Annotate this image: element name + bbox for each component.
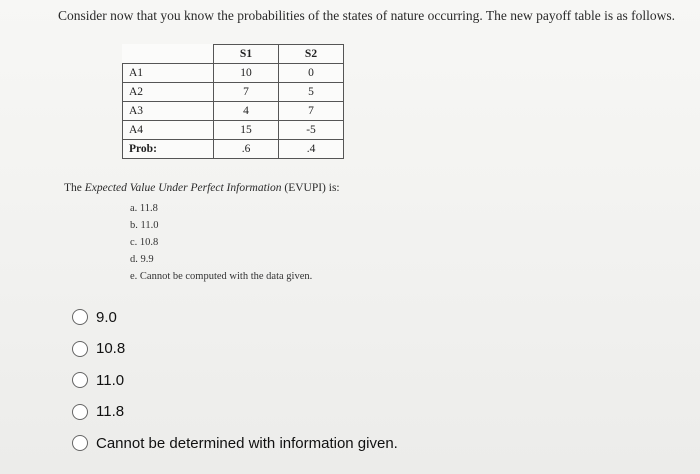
table-cell: 0 (279, 64, 344, 83)
answer-option[interactable] (72, 338, 398, 360)
header-s1: S1 (214, 45, 279, 64)
table-cell: 7 (279, 102, 344, 121)
evupi-suffix: (EVUPI) is: (281, 182, 340, 194)
table-row (123, 121, 344, 140)
table-cell: 10 (214, 64, 279, 83)
question-text: Consider now that you know the probabilities of the states of nature occurring. The new payoff table is as follows. (58, 8, 675, 23)
table-cell: .6 (214, 140, 279, 159)
inline-choice-list (130, 200, 312, 285)
table-cell: .4 (279, 140, 344, 159)
option-label: 11.8 (96, 403, 125, 420)
option-label: 9.0 (96, 308, 117, 326)
answer-options (72, 306, 398, 464)
evupi-italic: Expected Value Under Perfect Information (84, 182, 282, 194)
row-label: A2 (123, 83, 214, 102)
row-label: A4 (123, 121, 214, 140)
option-label: 10.8 (96, 340, 126, 357)
inline-choice: b. 11.0 (130, 220, 159, 231)
radio-button[interactable] (72, 435, 88, 451)
table-row-prob (123, 140, 344, 159)
answer-option[interactable] (72, 432, 398, 454)
answer-option[interactable] (72, 306, 398, 328)
radio-button[interactable] (72, 309, 88, 325)
radio-button[interactable] (72, 341, 88, 357)
table-row (123, 83, 344, 102)
inline-choice: e. Cannot be computed with the data given. (130, 271, 313, 282)
evupi-prefix: The (64, 182, 85, 194)
row-label: A3 (123, 102, 214, 121)
inline-choice: c. 10.8 (130, 237, 159, 248)
inline-choice: a. 11.8 (130, 203, 158, 214)
table-cell: -5 (279, 121, 344, 140)
option-label: Cannot be determined with information given. (96, 434, 398, 452)
table-header-row (123, 45, 344, 64)
option-label: 11.0 (96, 371, 125, 389)
table-row (123, 64, 344, 83)
table-row (123, 102, 344, 121)
header-s2: S2 (279, 45, 344, 64)
inline-choice: d. 9.9 (130, 254, 154, 265)
table-cell: 7 (214, 83, 279, 102)
table-cell: 4 (214, 102, 279, 121)
table-corner-cell (123, 45, 214, 64)
row-label: Prob: (123, 140, 214, 159)
radio-button[interactable] (72, 372, 88, 388)
row-label: A1 (123, 64, 214, 83)
answer-option[interactable] (72, 369, 398, 391)
payoff-table (122, 44, 344, 159)
answer-option[interactable] (72, 401, 398, 423)
table-cell: 5 (279, 83, 344, 102)
table-cell: 15 (214, 121, 279, 140)
evupi-prompt (64, 182, 340, 194)
radio-button[interactable] (72, 404, 88, 420)
